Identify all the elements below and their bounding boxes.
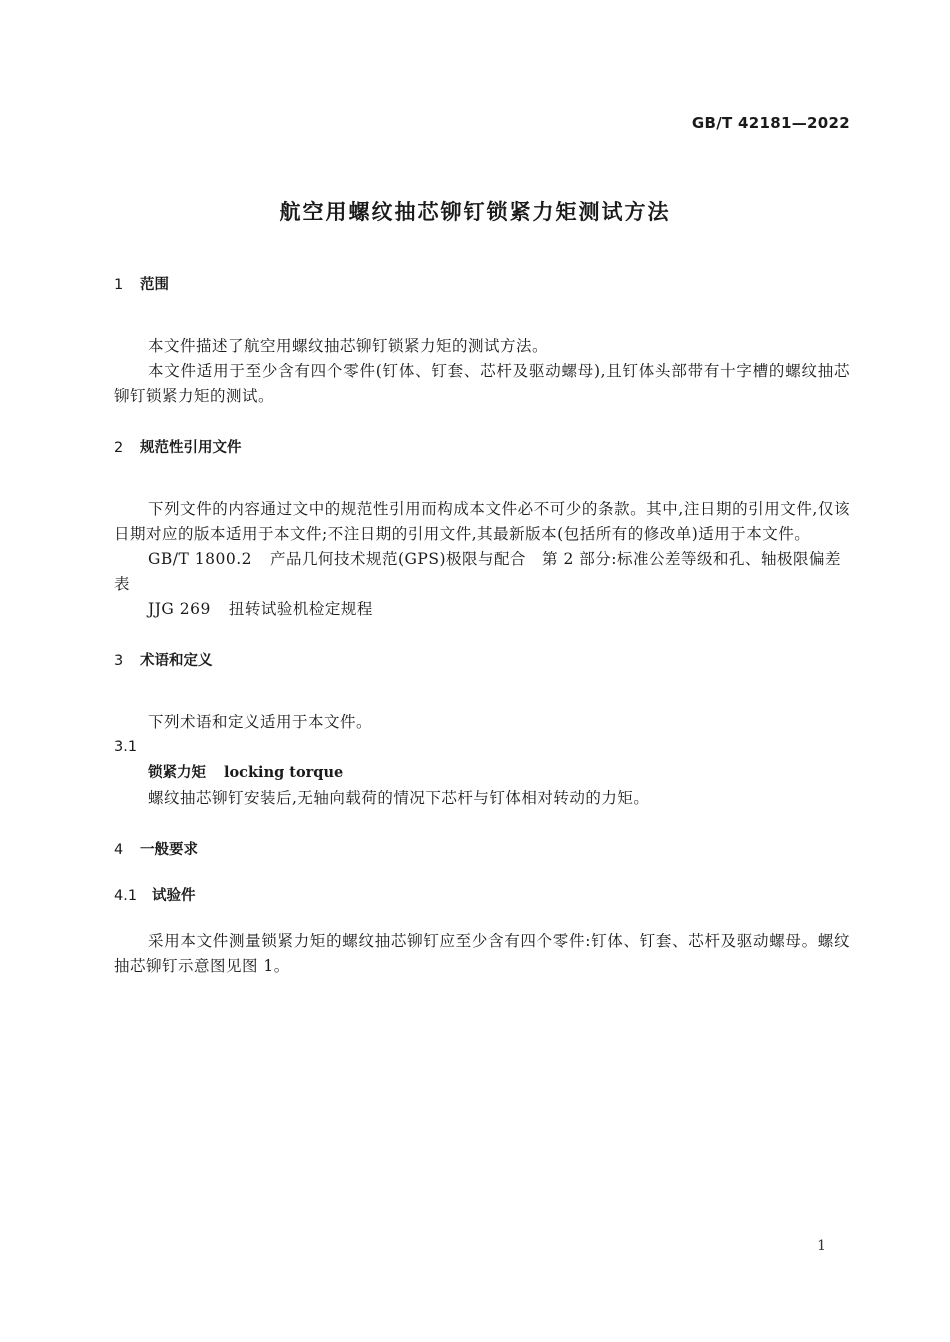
term-entry bbox=[114, 760, 850, 786]
normative-reference bbox=[114, 547, 850, 597]
subsection-number: 4.1 bbox=[114, 888, 138, 904]
reference-code: JJG 269 bbox=[148, 600, 211, 618]
normative-reference bbox=[114, 597, 850, 622]
paragraph: 采用本文件测量锁紧力矩的螺纹抽芯铆钉应至少含有四个零件:钉体、钉套、芯杆及驱动螺母。螺纹抽芯铆钉示意图见图 1。 bbox=[114, 932, 850, 975]
subsection-title: 试验件 bbox=[152, 888, 196, 904]
section-number: 1 bbox=[114, 277, 124, 293]
section-number: 3 bbox=[114, 653, 124, 669]
paragraph: 本文件适用于至少含有四个零件(钉体、钉套、芯杆及驱动螺母),且钉体头部带有十字槽的螺纹抽芯铆钉锁紧力矩的测试。 bbox=[114, 362, 850, 405]
reference-code: GB/T 1800.2 bbox=[148, 550, 252, 568]
page-number: 1 bbox=[817, 1238, 826, 1254]
section-title: 规范性引用文件 bbox=[140, 440, 242, 456]
term-chinese: 锁紧力矩 bbox=[148, 765, 206, 781]
section-title: 一般要求 bbox=[140, 842, 198, 858]
paragraph: 下列术语和定义适用于本文件。 bbox=[148, 713, 373, 731]
document-body bbox=[114, 272, 850, 979]
standard-code: GB/T 42181—2022 bbox=[691, 114, 850, 132]
document-title: 航空用螺纹抽芯铆钉锁紧力矩测试方法 bbox=[279, 200, 671, 224]
section-2-heading bbox=[114, 435, 850, 461]
subsection-4-1-heading bbox=[114, 883, 850, 909]
section-number: 4 bbox=[114, 842, 124, 858]
term-number: 3.1 bbox=[114, 739, 138, 755]
section-title: 范围 bbox=[140, 277, 169, 293]
term-english: locking torque bbox=[224, 764, 344, 781]
paragraph: 本文件描述了航空用螺纹抽芯铆钉锁紧力矩的测试方法。 bbox=[148, 337, 549, 355]
section-number: 2 bbox=[114, 440, 124, 456]
paragraph: 下列文件的内容通过文中的规范性引用而构成本文件必不可少的条款。其中,注日期的引用文件,仅该日期对应的版本适用于本文件;不注日期的引用文件,其最新版本(包括所有的修改单)适用于本文件。 bbox=[114, 500, 850, 543]
reference-title: 产品几何技术规范(GPS)极限与配合 第 2 部分:标准公差等级和孔、轴极限偏差表 bbox=[114, 550, 841, 593]
section-1-heading bbox=[114, 272, 850, 298]
term-definition: 螺纹抽芯铆钉安装后,无轴向载荷的情况下芯杆与钉体相对转动的力矩。 bbox=[148, 789, 650, 807]
section-4-heading bbox=[114, 837, 850, 863]
section-3-heading bbox=[114, 648, 850, 674]
section-title: 术语和定义 bbox=[140, 653, 213, 669]
reference-title: 扭转试验机检定规程 bbox=[228, 600, 373, 618]
